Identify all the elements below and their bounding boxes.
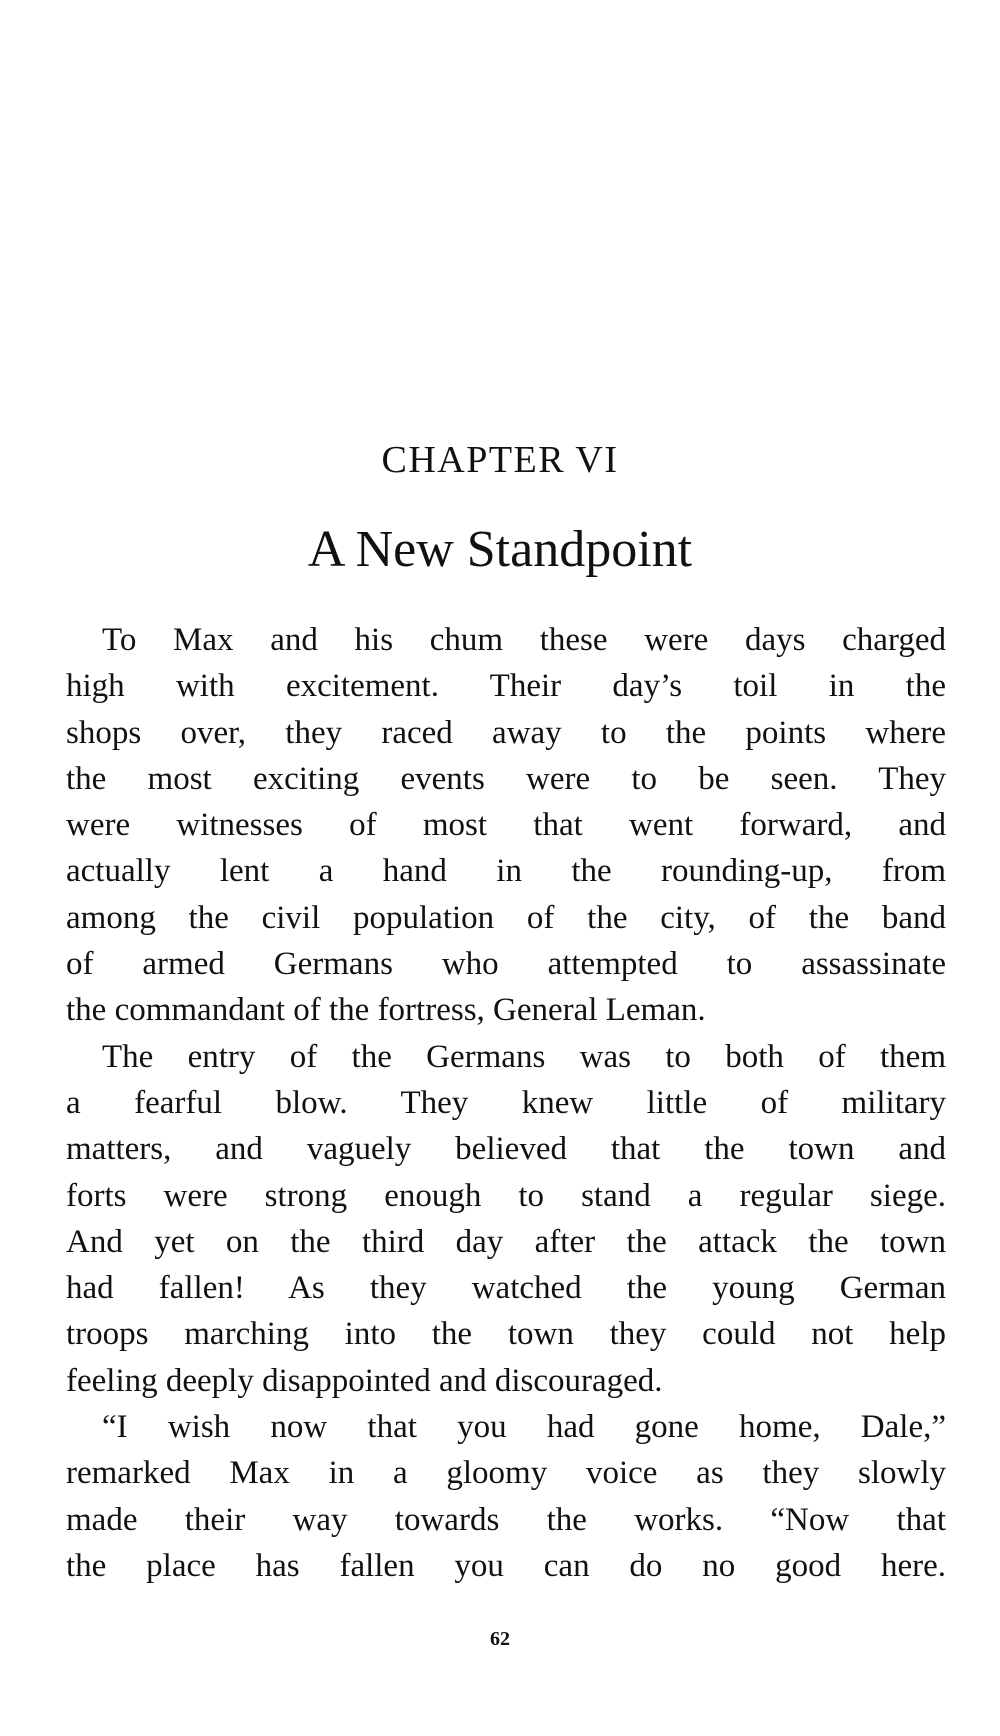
text-line: high with excitement. Their day’s toil in the [66, 668, 946, 705]
text-line: shops over, they raced away to the points where [66, 714, 946, 751]
text-line: matters, and vaguely believed that the town and [66, 1131, 946, 1168]
text-line: forts were strong enough to stand a regular siege. [66, 1177, 946, 1214]
text-line: the most exciting events were to be seen. They [66, 760, 946, 797]
text-line: the place has fallen you can do no good here. [66, 1547, 946, 1584]
chapter-title: A New Standpoint [307, 521, 693, 578]
text-line: of armed Germans who attempted to assassinate [66, 946, 946, 983]
text-line: actually lent a hand in the rounding-up, from [66, 853, 946, 890]
text-line: among the civil population of the city, of the band [66, 899, 946, 936]
text-line: made their way towards the works. “Now that [66, 1501, 946, 1538]
text-line: were witnesses of most that went forward, and [66, 807, 946, 844]
chapter-label: CHAPTER VI [381, 439, 619, 481]
text-line: To Max and his chum these were days charged [102, 622, 946, 658]
text-line: troops marching into the town they could not help [66, 1316, 946, 1353]
text-line: “I wish now that you had gone home, Dale,” [102, 1409, 946, 1446]
text-line: a fearful blow. They knew little of military [66, 1084, 946, 1121]
text-line: The entry of the Germans was to both of them [102, 1038, 946, 1075]
text-line: had fallen! As they watched the young German [66, 1270, 946, 1307]
body-text [66, 617, 946, 1589]
text-line: And yet on the third day after the attack the town [66, 1223, 946, 1260]
text-line: the commandant of the fortress, General Leman. [66, 992, 706, 1029]
page-number: 62 [490, 1628, 510, 1650]
text-line: remarked Max in a gloomy voice as they slowly [66, 1455, 946, 1492]
text-line: feeling deeply disappointed and discouraged. [66, 1362, 663, 1399]
